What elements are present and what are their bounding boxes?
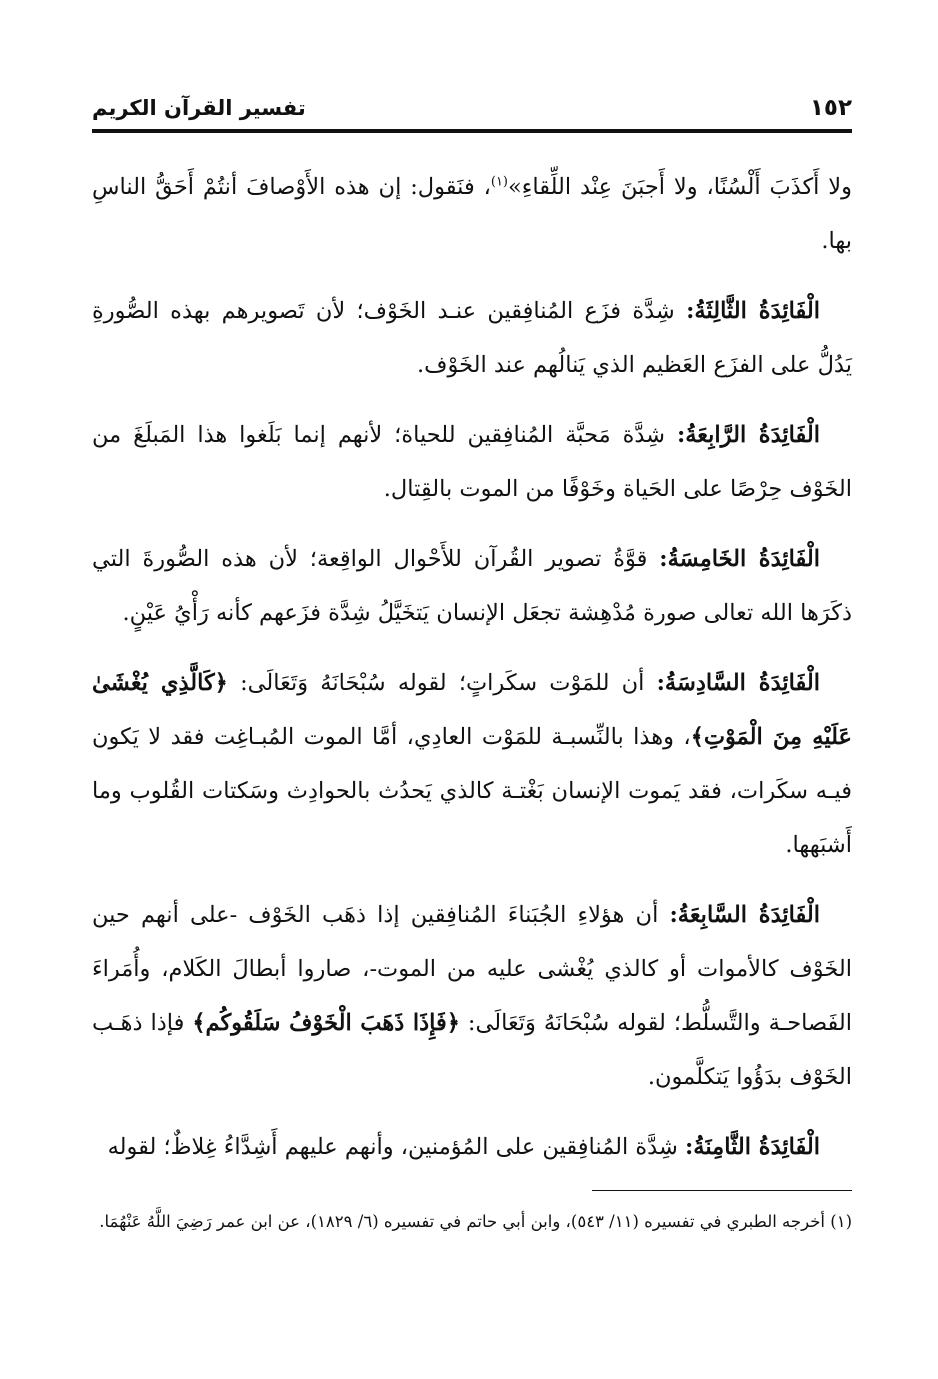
benefit-6-term: الْفَائِدَةُ السَّادِسَةُ: [656,670,820,696]
benefit-6-text-before: أن للمَوْت سكَراتٍ؛ لقوله سُبْحَانَهُ وَتَعَالَى: [227,670,657,696]
p1-text-after: ، فنَقول: إن هذه الأَوْصافَ أنتُمْ أَحَقُّ الناسِ بها. [92,174,852,254]
benefit-8-text: شِدَّة المُنافِقين على المُؤمنين، وأنهم عليهم أَشِدَّاءُ غِلاظٌ؛ لقوله [107,1134,685,1160]
paragraph-benefit-6 [92,656,852,872]
benefit-3-text: شِدَّة فزَع المُنافِقين عنـد الخَوْف؛ لأن تَصويرهم بهذه الصُّورةِ يَدُلُّ على الفزَع العَظيم الذي يَنالُهم عند الخَوْف. [92,298,852,378]
paragraph-benefit-7 [92,888,852,1104]
header-rule [92,129,852,133]
footnote-separator [592,1190,852,1191]
page-header [92,88,852,128]
paragraph-benefit-4 [92,408,852,516]
benefit-5-term: الْفَائِدَةُ الخَامِسَةُ: [659,546,820,572]
benefit-5-text: قوَّةُ تصوير القُرآن للأَحْوال الواقِعة؛ لأن هذه الصُّورةَ التي ذكَرَها الله تعالى صورة مُدْهِشة تجعَل الإنسان يَتخَيَّلُ شِدَّة فزَعهم كأنه رَأْيُ عَيْنٍ. [92,546,852,626]
paragraph-benefit-3 [92,284,852,392]
benefit-7-text-before: أن هؤلاءِ الجُبَناءَ المُنافِقين إذا ذهَب الخَوْف -على أنهم حين الخَوْف كالأموات أو كالذي يُغْشى عليه من الموت-، صاروا أبطالَ الكَلام، وأُمَراءَ الفَصاحـة والتَّسلُّط؛ لقوله سُبْحَانَهُ وَتَعَالَى: [92,902,852,1036]
paragraph-benefit-8 [92,1120,852,1174]
benefit-7-term: الْفَائِدَةُ السَّابِعَةُ: [669,902,820,928]
footnote-reference: (١) [490,174,508,190]
paragraph-benefit-5 [92,532,852,640]
benefit-6-quran-verse: ﴿كَالَّذِي يُغْشَىٰ عَلَيْهِ مِنَ الْمَوْتِ﴾ [92,670,852,750]
benefit-7-quran-verse: ﴿فَإِذَا ذَهَبَ الْخَوْفُ سَلَقُوكُم﴾ [192,1010,460,1036]
footnote: (١) أخرجه الطبري في تفسيره (١١/ ٥٤٣)، وابن أبي حاتم في تفسيره (٦/ ١٨٢٩)، عن ابن عمر رَضِيَ اللَّهُ عَنْهُمَا. [99,1212,852,1231]
benefit-4-text: شِدَّة مَحبَّة المُنافِقين للحياة؛ لأنهم إنما بَلَغوا هذا المَبلَغَ من الخَوْف حِرْصًا على الحَياة وخَوْفًا من الموت بالقِتال. [92,422,852,502]
page-body [92,160,852,1190]
paragraph-1 [92,160,852,268]
p1-text: ولا أَكذَبَ أَلْسُنًا، ولا أَجبَنَ عِنْد اللِّقاءِ» [508,174,853,200]
page-number: ١٥٢ [809,95,852,121]
benefit-7-text-after: فإذا ذهَـب الخَوْف بدَؤُوا يَتكلَّمون. [92,1010,852,1090]
benefit-4-term: الْفَائِدَةُ الرَّابِعَةُ: [676,422,820,448]
benefit-3-term: الْفَائِدَةُ الثَّالِثَةُ: [686,298,820,324]
book-title: تفسير القرآن الكريم [92,96,306,120]
benefit-8-term: الْفَائِدَةُ الثَّامِنَةُ: [685,1134,820,1160]
benefit-6-text-after: ، وهذا بالنِّسبـة للمَوْت العادِي، أمَّا الموت المُبـاغِت فقد لا يَكون فيـه سكَرات، فقد يَموت الإنسان بَغْتـة كالذي يَحدُث بالحوادِث وسَكتات القُلوب وما أَشبَهها. [92,724,852,858]
